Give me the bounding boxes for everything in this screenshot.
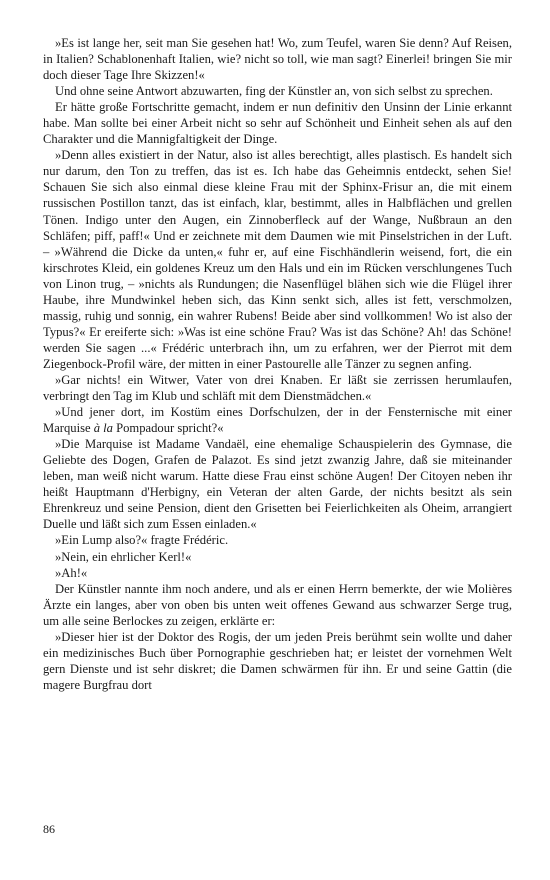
paragraph: »Nein, ein ehrlicher Kerl!«	[55, 549, 192, 564]
paragraph: Er hätte große Fortschritte gemacht, indem er nun definitiv den Unsinn der Linie erkannt habe. Man sollte bei einer Arbeit nicht so sehr auf Schönheit und Einheit sehen als auf den Charakter und die Mannigfaltigkeit der Dinge.	[43, 100, 512, 147]
paragraph: »Ein Lump also?« fragte Frédéric.	[55, 533, 229, 548]
page-body	[43, 35, 512, 693]
paragraph: »Es ist lange her, seit man Sie gesehen hat! Wo, zum Teufel, waren Sie denn? Auf Reisen, in Italien? Schablonenhaft Italien, wie? nicht so toll, wie man sagt? Einerlei! bringen Sie mir doch dieser Tage Ihre Skizzen!«	[43, 36, 512, 83]
italic-phrase: à la	[93, 421, 113, 436]
paragraph: »Denn alles existiert in der Natur, also ist alles berechtigt, alles plastisch. Es handelt sich nur darum, den Ton zu treffen, das ist es. Ich habe das Geheimnis entdeckt, sehen Sie! Schauen Sie sich also einmal diese kleine Frau mit der Sphinx-Frisur an, die mit einem russischen Postillon tanzt, das ist einfach, klar, bestimmt, alles in Halbflächen und grellen Tönen. Indigo unter den Augen, ein Zinnoberfleck auf der Wange, Nußbraun an den Schläfen; piff, paff!« Und er zeichnete mit dem Daumen wie mit Pinselstrichen in der Luft. – »Während die Dicke da unten,« fuhr er, auf eine Fischhändlerin weisend, fort, die ein kirschrotes Kleid, ein goldenes Kreuz um den Hals und ein im Rücken verschlungenes Tuch von Linon trug, – »nichts als Rundungen; die Nasenflügel blähen sich wie die Flügel ihrer Haube, ihre Mundwinkel heben sich, das Kinn senkt sich, alles ist fett, verschmolzen, massig, ruhig und sonnig, ein wahrer Rubens! Beide aber sind vollkommen! Wo ist also der Typus?« Er ereiferte sich: »Was ist eine schöne Frau? Was ist das Schöne? Ah! das Schöne! werden Sie sagen ...« Frédéric unterbrach ihn, um zu erfahren, wer der Pierrot mit dem Ziegenbock-Profil wäre, der mitten in einer Pastourelle alle Tänzer zu segnen anfing.	[43, 148, 512, 371]
paragraph: »Ah!«	[55, 565, 88, 580]
paragraph: Der Künstler nannte ihm noch andere, und als er einen Herrn bemerkte, der wie Molières Ärzte ein langes, aber von oben bis unten weit offenes Gewand aus schwarzer Serge trug, um alle seine Berlockes zu zeigen, erklärte er:	[43, 581, 512, 628]
page-number: 86	[43, 822, 55, 836]
paragraph: »Die Marquise ist Madame Vandaël, eine ehemalige Schauspielerin des Gymnase, die Geliebte des Dogen, Grafen de Palazot. Es sind jetzt zwanzig Jahre, daß sie miteinander leben, man weiß nicht warum. Hatte diese Frau einst schöne Augen! Der Citoyen neben ihr heißt Hauptmann d'Herbigny, ein Veteran der alten Garde, der nichts besitzt als sein Ehrenkreuz und seine Pension, dient den Grisetten bei Feierlichkeiten als Oheim, arrangiert Duelle und läßt sich zum Essen einladen.«	[43, 437, 512, 532]
paragraph: »Gar nichts! ein Witwer, Vater von drei Knaben. Er läßt sie zerrissen herumlaufen, verbringt den Tag im Klub und schläft mit dem Dienstmädchen.«	[43, 372, 512, 404]
paragraph: »Und jener dort, im Kostüm eines Dorfschulzen, der in der Fensternische mit einer Marquise à la Pompadour spricht?«	[43, 405, 512, 436]
paragraph: »Dieser hier ist der Doktor des Rogis, der um jeden Preis berühmt sein wollte und daher ein medizinisches Buch über Pornographie geschrieben hat; er leistet der vornehmen Welt gern Dienste und ist sehr diskret; die Damen schwärmen für ihn. Er und seine Gattin (die magere Burgfrau dort	[43, 629, 512, 692]
paragraph: Und ohne seine Antwort abzuwarten, fing der Künstler an, von sich selbst zu sprechen.	[55, 84, 493, 99]
